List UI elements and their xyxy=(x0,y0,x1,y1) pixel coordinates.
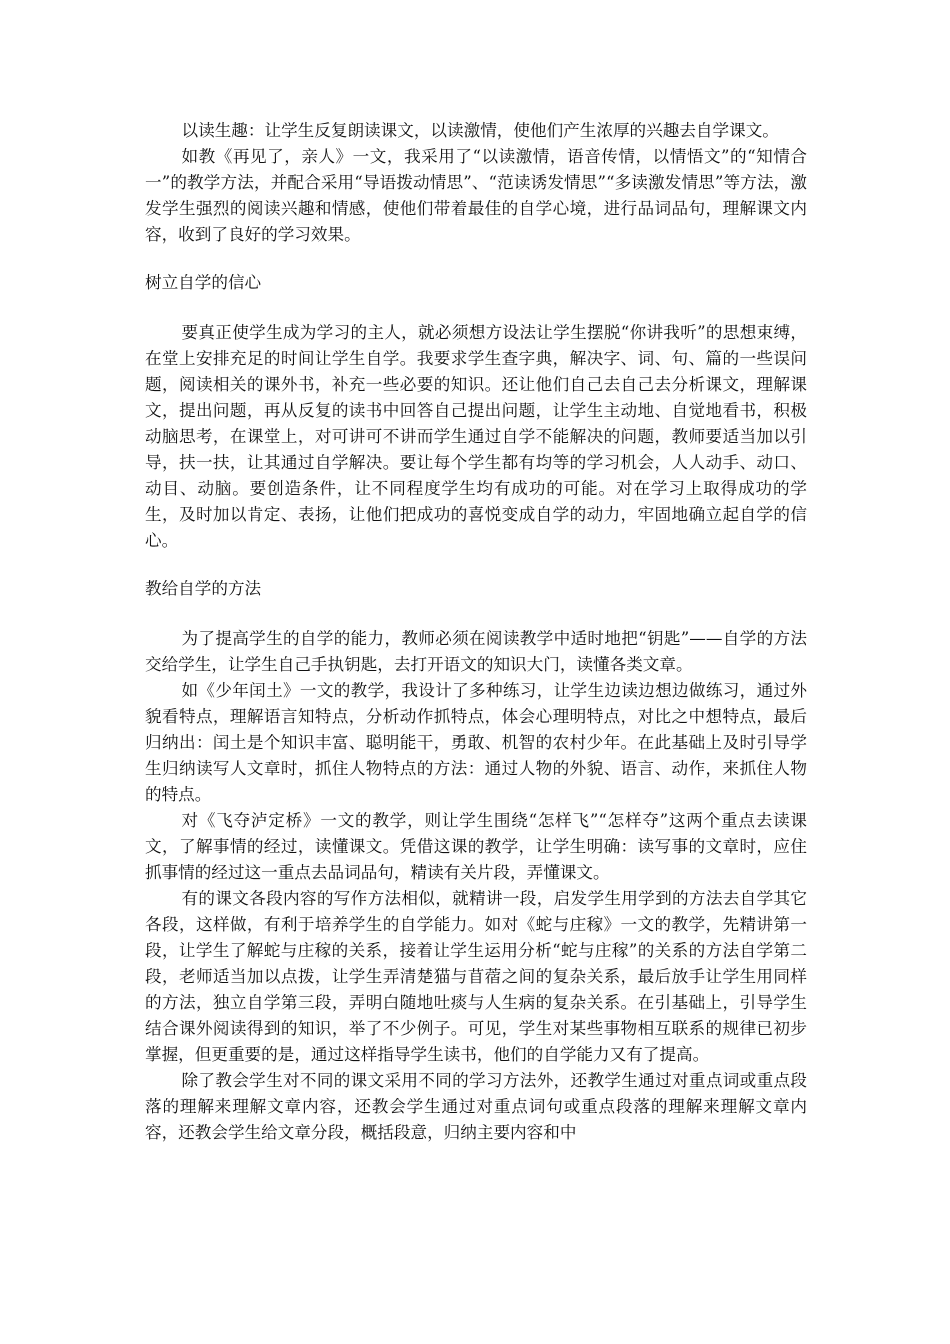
paragraph: 有的课文各段内容的写作方法相似，就精讲一段，启发学生用学到的方法去自学其它各段，这样做，有利于培养学生的自学能力。如对《蛇与庄稼》一文的教学，先精讲第一段，让学生了解蛇与庄稼的关系，接着让学生运用分析“蛇与庄稼”的关系的方法自学第二段，老师适当加以点拨，让学生弄清楚猫与苜蓿之间的复杂关系，最后放手让学生用同样的方法，独立自学第三段，弄明白随地吐痰与人生病的复杂关系。在引基础上，引导学生结合课外阅读得到的知识，举了不少例子。可见，学生对某些事物相互联系的规律已初步掌握，但更重要的是，通过这样指导学生读书，他们的自学能力又有了提高。 xyxy=(145,889,807,1064)
paragraph: 如《少年闰土》一文的教学，我设计了多种练习，让学生边读边想边做练习，通过外貌看特点，理解语言知特点，分析动作抓特点，体会心理明特点，对比之中想特点，最后归纳出：闰土是个知识丰富、聪明能干，勇敢、机智的农村少年。在此基础上及时引导学生归纳读写人文章时，抓住人物特点的方法：通过人物的外貌、语言、动作，来抓住人物的特点。 xyxy=(145,681,807,804)
paragraph: 除了教会学生对不同的课文采用不同的学习方法外，还教学生通过对重点词或重点段落的理解来理解文章内容，还教会学生通过对重点词句或重点段落的理解来理解文章内容，还教会学生给文章分段，概括段意，归纳主要内容和中 xyxy=(145,1071,807,1142)
section-heading: 教给自学的方法 xyxy=(145,579,262,598)
paragraph: 为了提高学生的自学的能力，教师必须在阅读教学中适时地把“钥匙”——自学的方法交给学生，让学生自己手执钥匙，去打开语文的知识大门，读懂各类文章。 xyxy=(145,629,807,674)
paragraph: 对《飞夺泸定桥》一文的教学，则让学生围绕“怎样飞”“怎样夺”这两个重点去读课文，了解事情的经过，读懂课文。凭借这课的教学，让学生明确：读写事的文章时，应住抓事情的经过这一重点去品词品句，精读有关片段，弄懂课文。 xyxy=(145,811,807,882)
paragraph: 以读生趣：让学生反复朗读课文，以读激情，使他们产生浓厚的兴趣去自学课文。 xyxy=(181,121,779,140)
section-heading: 树立自学的信心 xyxy=(145,273,262,292)
document-page xyxy=(145,118,807,1146)
paragraph: 如教《再见了，亲人》一文，我采用了“以读激情，语音传情，以情悟文”的“知情合一”的教学方法，并配合采用“导语拨动情思”、“范读诱发情思”“多读激发情思”等方法，激发学生强烈的阅读兴趣和情感，使他们带着最佳的自学心境，进行品词品句，理解课文内容，收到了良好的学习效果。 xyxy=(145,147,807,244)
paragraph: 要真正使学生成为学习的主人，就必须想方设法让学生摆脱“你讲我听”的思想束缚，在堂上安排充足的时间让学生自学。我要求学生查字典，解决字、词、句、篇的一些误问题，阅读相关的课外书，补充一些必要的知识。还让他们自己去自己去分析课文，理解课文，提出问题，再从反复的读书中回答自己提出问题，让学生主动地、自觉地看书，积极动脑思考，在课堂上，对可讲可不讲而学生通过自学不能解决的问题，教师要适当加以引导，扶一扶，让其通过自学解决。要让每个学生都有均等的学习机会，人人动手、动口、动目、动脑。要创造条件，让不同程度学生均有成功的可能。对在学习上取得成功的学生，及时加以肯定、表扬，让他们把成功的喜悦变成自学的动力，牢固地确立起自学的信心。 xyxy=(145,323,807,550)
